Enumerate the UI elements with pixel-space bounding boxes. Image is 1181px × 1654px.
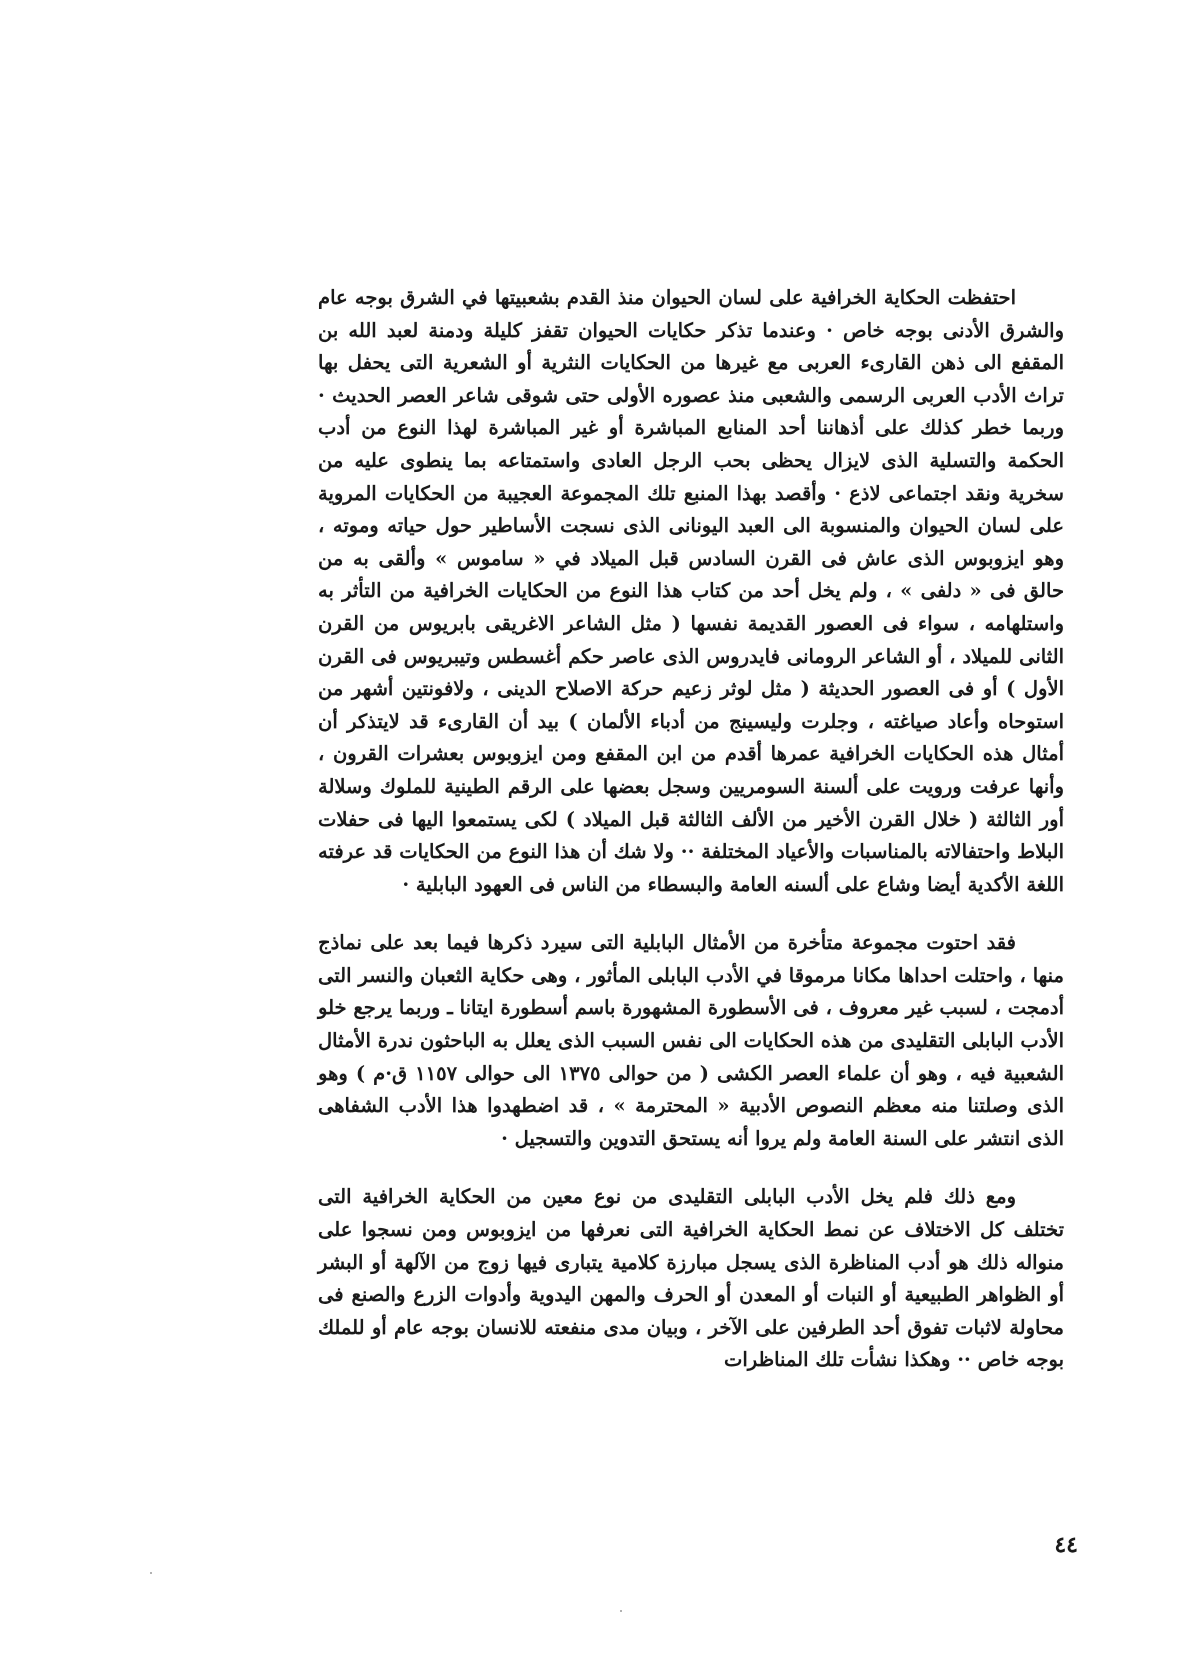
scan-speck (150, 1572, 152, 1574)
paragraph-1: احتفظت الحكاية الخرافية على لسان الحيوان منذ القدم بشعبيتها في الشرق بوجه عام والشرق الأدنى بوجه خاص · وعندما تذكر حكايات الحيوان تقفز كليلة ودمنة لعبد الله بن المقفع الى ذهن القارىء العربى مع غيرها من الحكايات النثرية أو الشعرية التى يحفل بها تراث الأدب العربى الرسمى والشعبى منذ عصوره الأولى حتى شوقى شاعر العصر الحديث · وربما خطر كذلك على أذهاننا أحد المنابع المباشرة أو غير المباشرة لهذا النوع من أدب الحكمة والتسلية الذى لايزال يحظى بحب الرجل العادى واستمتاعه بما ينطوى عليه من سخرية ونقد اجتماعى لاذع · وأقصد بهذا المنبع تلك المجموعة العجيبة من الحكايات المروية على لسان الحيوان والمنسوبة الى العبد اليونانى الذى نسجت الأساطير حول حياته وموته ، وهو ايزوبوس الذى عاش فى القرن السادس قبل الميلاد في « ساموس » وألقى به من حالق فى « دلفى » ، ولم يخل أحد من كتاب هذا النوع من الحكايات الخرافية من التأثر به واستلهامه ، سواء فى العصور القديمة نفسها ( مثل الشاعر الاغريقى بابريوس من القرن الثانى للميلاد ، أو الشاعر الرومانى فايدروس الذى عاصر حكم أغسطس وتيبريوس فى القرن الأول ) أو فى العصور الحديثة ( مثل لوثر زعيم حركة الاصلاح الدينى ، ولافونتين أشهر من استوحاه وأعاد صياغته ، وجلرت وليسينج من أدباء الألمان ) بيد أن القارىء قد لايتذكر أن أمثال هذه الحكايات الخرافية عمرها أقدم من ابن المقفع ومن ايزوبوس بعشرات القرون ، وأنها عرفت ورويت على ألسنة السومريين وسجل بعضها على الرقم الطينية للملوك وسلالة أور الثالثة ( خلال القرن الأخير من الألف الثالثة قبل الميلاد ) لكى يستمعوا اليها فى حفلات البلاط واحتفالاته بالمناسبات والأعياد المختلفة ·· ولا شك أن هذا النوع من الحكايات قد عرفته اللغة الأكدية أيضا وشاع على ألسنه العامة والبسطاء من الناس فى العهود البابلية · (318, 286, 1064, 896)
page-number: ٤٤ (1054, 1532, 1078, 1558)
body-text (318, 282, 1064, 1377)
paragraph-3: ومع ذلك فلم يخل الأدب البابلى التقليدى من نوع معين من الحكاية الخرافية التى تختلف كل الاختلاف عن نمط الحكاية الخرافية التى نعرفها من ايزوبوس ومن نسجوا على منواله ذلك هو أدب المناظرة الذى يسجل مبارزة كلامية يتبارى فيها زوج من الآلهة أو البشر أو الظواهر الطبيعية أو النبات أو المعدن أو الحرف والمهن اليدوية وأدوات الزرع والصنع فى محاولة لاثبات تفوق أحد الطرفين على الآخر ، وبيان مدى منفعته للانسان بوجه عام أو للملك بوجه خاص ·· وهكذا نشأت تلك المناظرات (318, 1185, 1064, 1372)
scan-speck (620, 1610, 622, 1612)
paragraph-2: فقد احتوت مجموعة متأخرة من الأمثال البابلية التى سيرد ذكرها فيما بعد على نماذج منها ، واحتلت احداها مكانا مرموقا في الأدب البابلى المأثور ، وهى حكاية الثعبان والنسر التى أدمجت ، لسبب غير معروف ، فى الأسطورة المشهورة باسم أسطورة ايتانا ـ وربما يرجع خلو الأدب البابلى التقليدى من هذه الحكايات الى نفس السبب الذى يعلل به الباحثون ندرة الأمثال الشعبية فيه ، وهو أن علماء العصر الكشى ( من حوالى ١٣٧٥ الى حوالى ١١٥٧ ق·م ) وهو الذى وصلتنا منه معظم النصوص الأدبية « المحترمة » ، قد اضطهدوا هذا الأدب الشفاهى الذى انتشر على السنة العامة ولم يروا أنه يستحق التدوين والتسجيل · (318, 931, 1064, 1150)
